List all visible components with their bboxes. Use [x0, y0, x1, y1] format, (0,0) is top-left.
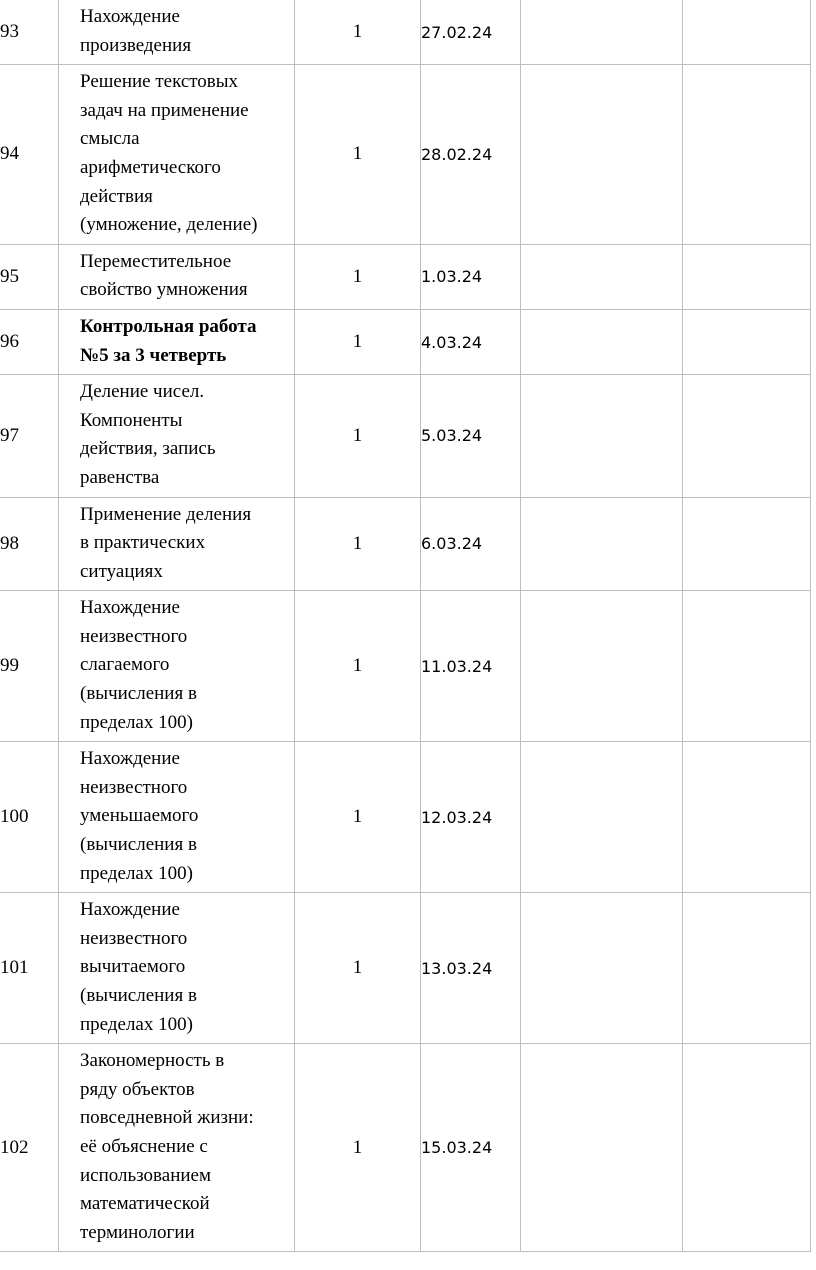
lesson-topic-line: задач на применение [80, 99, 249, 121]
notes-cell [683, 309, 811, 374]
lesson-topic-line: пределах 100) [80, 711, 193, 733]
lesson-topic-line: математической [80, 1193, 210, 1215]
lesson-topic-line: Применение деления [80, 503, 252, 525]
lesson-number-cell: 101 [0, 893, 59, 1044]
lesson-topic-line: слагаемого [80, 654, 170, 676]
lesson-number-cell: 95 [0, 244, 59, 309]
actual-date-cell [521, 591, 683, 742]
lesson-topic-line: (вычисления в [80, 985, 197, 1006]
lesson-topic-line: смысла [80, 128, 140, 150]
lesson-number-cell: 98 [0, 497, 59, 591]
notes-cell [683, 497, 811, 591]
lesson-topic-cell [59, 375, 295, 497]
lesson-topic-line: Деление чисел. [80, 381, 205, 403]
lesson-topic-cell [59, 1044, 295, 1252]
lesson-topic-line: действия [80, 185, 153, 207]
lesson-hours-cell: 1 [295, 591, 421, 742]
notes-cell [683, 65, 811, 245]
lesson-topic-line: №5 за 3 четверть [80, 344, 227, 366]
table-row [0, 591, 811, 742]
actual-date-cell [521, 244, 683, 309]
lesson-date-cell: 5.03.24 [421, 375, 521, 497]
lesson-topic-cell [59, 309, 295, 374]
actual-date-cell [521, 375, 683, 497]
lesson-topic-line: Нахождение [80, 6, 180, 27]
lesson-date-cell: 13.03.24 [421, 893, 521, 1044]
table-row [0, 742, 811, 893]
lesson-topic-cell [59, 0, 295, 65]
lesson-topic-cell [59, 591, 295, 742]
lesson-date-cell: 11.03.24 [421, 591, 521, 742]
actual-date-cell [521, 893, 683, 1044]
lesson-topic-line: использованием [80, 1164, 212, 1186]
lesson-date-cell: 1.03.24 [421, 244, 521, 309]
notes-cell [683, 893, 811, 1044]
notes-cell [683, 0, 811, 65]
lesson-hours-cell: 1 [295, 742, 421, 893]
lesson-topic-line: Нахождение [80, 597, 180, 619]
lesson-topic-line: арифметического [80, 156, 221, 178]
lesson-topic-cell [59, 497, 295, 591]
table-row [0, 893, 811, 1044]
table-row [0, 0, 811, 65]
lesson-topic-line: в практических [80, 532, 206, 554]
lesson-topic-line: равенства [80, 466, 160, 488]
lesson-number-cell: 96 [0, 309, 59, 374]
notes-cell [683, 742, 811, 893]
lesson-topic-line: уменьшаемого [80, 805, 199, 827]
lesson-topic-line: (вычисления в [80, 683, 197, 705]
lesson-topic-cell [59, 65, 295, 245]
lesson-hours-cell: 1 [295, 65, 421, 245]
table-row [0, 309, 811, 374]
actual-date-cell [521, 65, 683, 245]
lesson-topic-line: Нахождение [80, 748, 180, 770]
notes-cell [683, 1044, 811, 1252]
lesson-date-cell: 28.02.24 [421, 65, 521, 245]
lesson-topic-line: (вычисления в [80, 834, 197, 856]
lesson-topic-line: произведения [80, 34, 192, 56]
lesson-number-cell: 97 [0, 375, 59, 497]
lesson-topic-line: Решение текстовых [80, 71, 239, 93]
lesson-number-cell: 93 [0, 0, 59, 65]
lesson-number-cell: 99 [0, 591, 59, 742]
table-row [0, 1044, 811, 1252]
lesson-topic-line: Нахождение [80, 899, 180, 921]
table-row [0, 375, 811, 497]
lesson-topic-line: повседневной жизни: [80, 1107, 254, 1129]
lesson-topic-line: пределах 100) [80, 862, 193, 884]
notes-cell [683, 375, 811, 497]
actual-date-cell [521, 1044, 683, 1252]
actual-date-cell [521, 309, 683, 374]
lesson-date-cell: 12.03.24 [421, 742, 521, 893]
lesson-hours-cell: 1 [295, 497, 421, 591]
lesson-topic-line: Контрольная работа [80, 315, 257, 337]
lesson-topic-line: свойство умножения [80, 279, 248, 301]
lesson-hours-cell: 1 [295, 309, 421, 374]
notes-cell [683, 591, 811, 742]
lesson-date-cell: 15.03.24 [421, 1044, 521, 1252]
lesson-topic-line: Закономерность в [80, 1050, 225, 1072]
lesson-topic-cell [59, 244, 295, 309]
lesson-topic-line: неизвестного [80, 927, 188, 949]
lesson-hours-cell: 1 [295, 0, 421, 65]
table-row [0, 65, 811, 245]
actual-date-cell [521, 497, 683, 591]
notes-cell [683, 244, 811, 309]
lesson-topic-line: неизвестного [80, 776, 188, 798]
lesson-hours-cell: 1 [295, 893, 421, 1044]
lesson-hours-cell: 1 [295, 375, 421, 497]
lesson-hours-cell: 1 [295, 1044, 421, 1252]
lesson-topic-line: её объяснение с [80, 1135, 208, 1157]
actual-date-cell [521, 0, 683, 65]
lesson-topic-line: Переместительное [80, 250, 232, 272]
lesson-topic-line: неизвестного [80, 625, 188, 647]
lesson-date-cell: 27.02.24 [421, 0, 521, 65]
lesson-topic-line: Компоненты [80, 409, 183, 431]
lesson-number-cell: 94 [0, 65, 59, 245]
lesson-topic-line: ситуациях [80, 560, 163, 582]
lesson-hours-cell: 1 [295, 244, 421, 309]
lesson-date-cell: 6.03.24 [421, 497, 521, 591]
lesson-topic-line: ряду объектов [80, 1078, 195, 1100]
lesson-topic-line: терминологии [80, 1221, 195, 1243]
lesson-topic-cell [59, 742, 295, 893]
lesson-topic-line: вычитаемого [80, 956, 186, 978]
table-row [0, 244, 811, 309]
lesson-date-cell: 4.03.24 [421, 309, 521, 374]
lesson-topic-cell [59, 893, 295, 1044]
lesson-number-cell: 102 [0, 1044, 59, 1252]
lesson-topic-line: пределах 100) [80, 1013, 193, 1035]
lesson-number-cell: 100 [0, 742, 59, 893]
actual-date-cell [521, 742, 683, 893]
table-row [0, 497, 811, 591]
lesson-topic-line: действия, запись [80, 438, 216, 460]
lesson-topic-line: (умножение, деление) [80, 214, 258, 236]
